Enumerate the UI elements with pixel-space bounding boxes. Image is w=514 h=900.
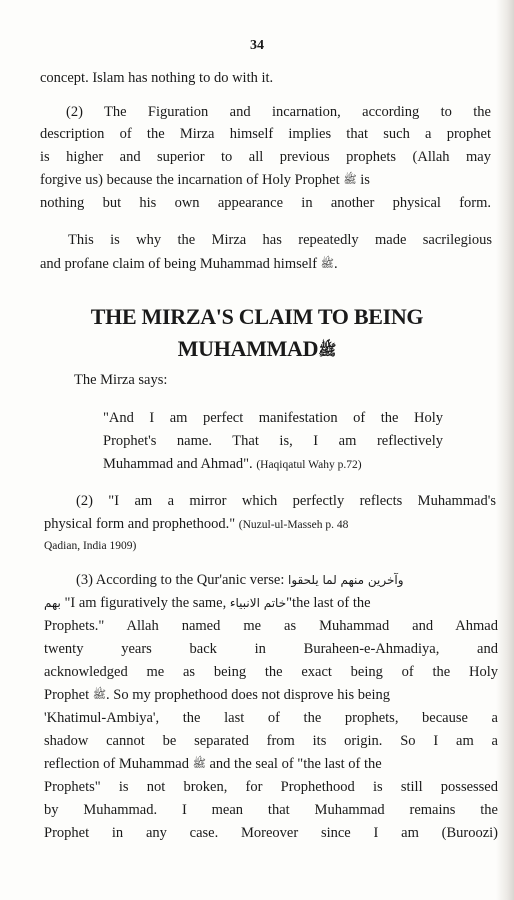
body-line: concept. Islam has nothing to do with it. (40, 70, 274, 86)
body-line: description of the Mirza himself implies that such a prophet (40, 126, 491, 142)
arabic-verse: بهم (44, 596, 61, 610)
salutation-glyph: ﷺ (92, 689, 107, 701)
body-text: (3) According to the Qur'anic verse: (76, 572, 285, 588)
body-line: acknowledged me as being the exact being of the Holy (44, 664, 498, 680)
body-line: shadow cannot be separated from its origin. So I am a (44, 733, 498, 749)
body-text: "the last of the (286, 595, 371, 611)
body-line: is higher and superior to all previous prophets (Allah may (40, 149, 491, 165)
page-number: 34 (250, 38, 264, 53)
body-line: nothing but his own appearance in another physical form. (40, 195, 491, 211)
salutation-glyph: ﷺ (318, 343, 337, 359)
citation: (Nuzul-ul-Masseh p. 48 (238, 519, 349, 531)
section-heading-line1: THE MIRZA'S CLAIM TO BEING (90, 304, 424, 329)
body-text: Prophet (44, 687, 90, 703)
salutation-glyph: ﷺ (192, 758, 206, 770)
body-text: forgive us) because the incarnation of Holy Prophet (40, 172, 340, 188)
body-line: (2) "I am a mirror which perfectly reflects Muhammad's (76, 493, 496, 509)
arabic-verse: وآخرين منهم لما يلحقوا (288, 573, 404, 587)
quote-text: Muhammad and Ahmad". (103, 456, 253, 472)
body-text: physical form and prophethood." (44, 516, 236, 532)
body-line (76, 572, 506, 589)
salutation-glyph: ﷺ (343, 174, 357, 186)
body-line: This is why the Mirza has repeatedly made sacrilegious (68, 232, 492, 248)
body-line (44, 756, 504, 773)
body-line: by Muhammad. I mean that Muhammad remains the (44, 802, 498, 818)
body-line (44, 687, 504, 704)
body-text: reflection of Muhammad (44, 756, 189, 772)
body-text: is (360, 172, 370, 188)
citation: (Haqiqatul Wahy p.72) (256, 459, 362, 471)
heading-text: MUHAMMAD (177, 336, 319, 361)
body-line: twenty years back in Buraheen-e-Ahmadiya, and (44, 641, 498, 657)
quote-line: "And I am perfect manifestation of the Holy (103, 410, 443, 426)
quote-line: Prophet's name. That is, I am reflectively (103, 433, 443, 449)
body-text: . (333, 256, 338, 272)
quote-line (103, 456, 483, 473)
salutation-glyph: ﷺ (320, 258, 334, 270)
body-line (40, 172, 495, 189)
section-heading-line2 (0, 336, 514, 363)
body-line (44, 595, 504, 612)
body-line: Prophet in any case. Moreover since I am (Buroozi) (44, 825, 498, 841)
body-text: and the seal of "the last of the (209, 756, 382, 772)
body-text: and profane claim of being Muhammad himself (40, 256, 318, 272)
body-line: 'Khatimul-Ambiya', the last of the prophets, because a (44, 710, 498, 726)
arabic-phrase: خاتم الانبياء (229, 596, 287, 610)
body-line (44, 516, 504, 533)
body-text: "I am figuratively the same, (64, 595, 227, 611)
body-line: (2) The Figuration and incarnation, according to the (66, 104, 491, 120)
citation-line: Qadian, India 1909) (44, 540, 137, 552)
body-line: Prophets." Allah named me as Muhammad and Ahmad (44, 618, 498, 634)
body-line (40, 256, 460, 273)
intro-line: The Mirza says: (74, 372, 168, 388)
body-line: Prophets" is not broken, for Prophethood is still possessed (44, 779, 498, 795)
body-text: . So my prophethood does not disprove his being (106, 687, 390, 703)
